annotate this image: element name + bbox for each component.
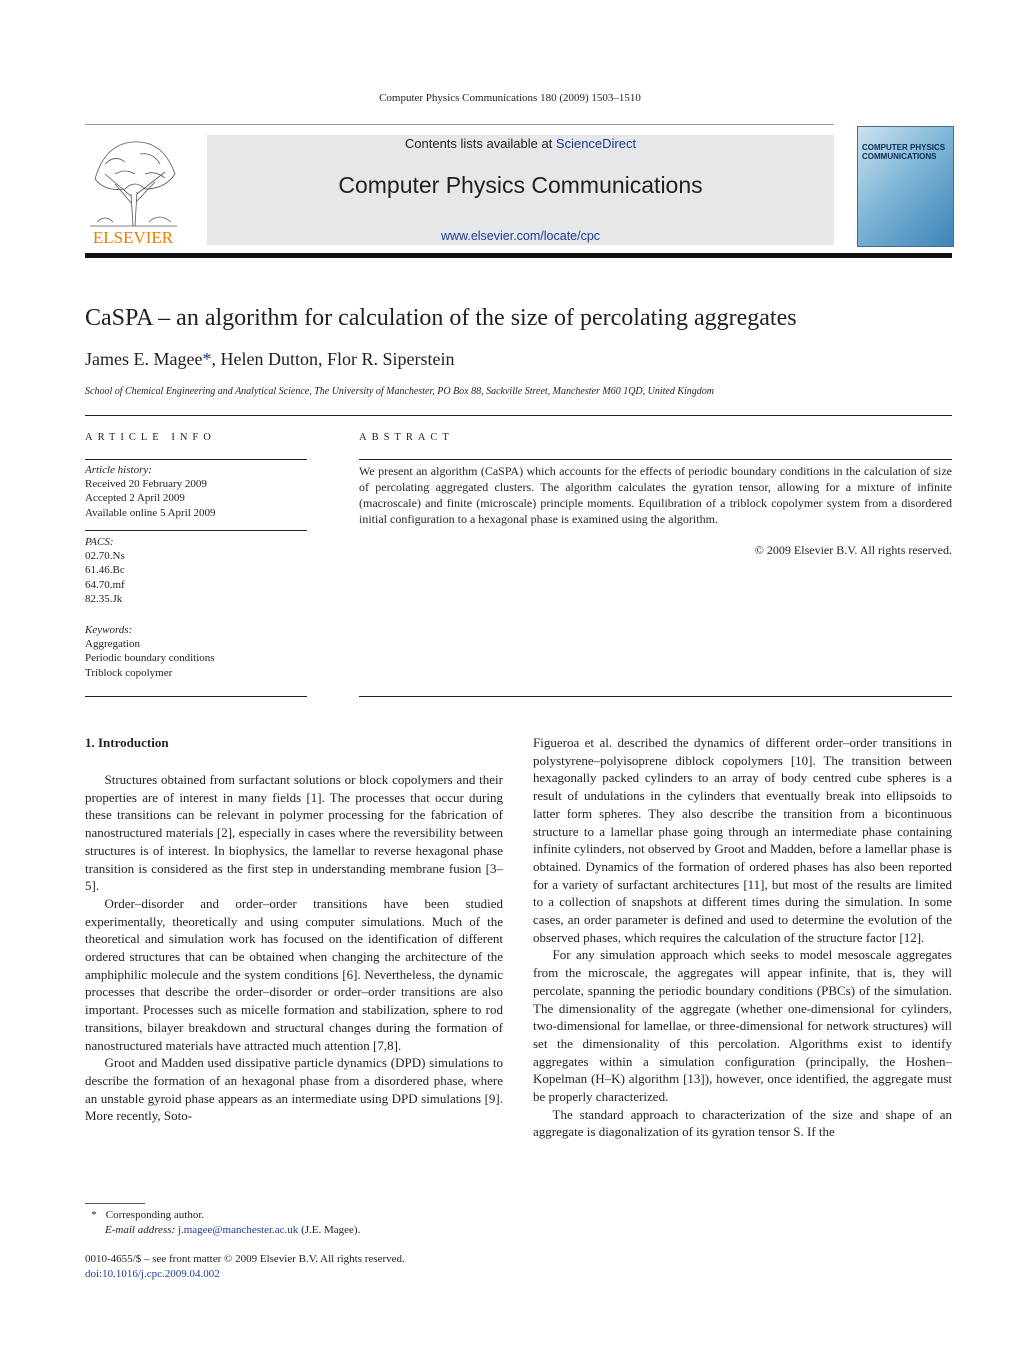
footnote-text: Corresponding author. xyxy=(105,1209,205,1221)
history-online: Available online 5 April 2009 xyxy=(85,506,216,519)
footnote xyxy=(85,1208,505,1238)
footnote-corresponding xyxy=(85,1208,505,1223)
doi-link[interactable]: doi:10.1016/j.cpc.2009.04.002 xyxy=(85,1268,220,1280)
article-info-rule-3 xyxy=(85,696,307,697)
sciencedirect-link[interactable]: ScienceDirect xyxy=(555,136,637,151)
article-history xyxy=(85,463,307,520)
body-paragraph: For any simulation approach which seeks to model mesoscale aggregates from the microscale, the aggregates will appear infinite, that is, they will percolate, spanning the periodic boundary conditions (PBCs) of the simulation. The dimensionality of the aggregate (whether one-dimensional for cylinders, two-dimensional for lamellae, or three-dimensional for network structures) will set the dimensionality of this percolation. Algorithms exist to identify aggregates within a simulation configuration (principally, the Hoshen–Kopelman (H–K) algorithm [13]), however, once identified, the aggregate must be properly characterized. xyxy=(533,947,952,1105)
article-info-rule-1 xyxy=(85,459,307,460)
body-paragraph: Groot and Madden used dissipative particle dynamics (DPD) simulations to describe the formation of an hexagonal phase from a disordered phase, where an unstable gyroid phase appears as an intermediate using DPD simulations [9]. More recently, Soto- xyxy=(85,1055,503,1124)
left-column xyxy=(85,771,503,1125)
author-separator: , xyxy=(211,349,221,369)
keyword: Aggregation xyxy=(85,638,140,651)
author-list xyxy=(85,349,454,370)
email-suffix: (J.E. Magee). xyxy=(301,1224,361,1236)
abstract-rule-bottom xyxy=(359,696,952,697)
abstract-text: We present an algorithm (CaSPA) which accounts for the effects of periodic boundary conditions in the calculation of size of percolating aggregated clusters. The algorithm calculates the gyration tensor, allowing for a mixture of infinite (macroscale) and finite (microscale) principle moments. Equilibration of a triblock copolymer system from a disordered initial configuration to a hexagonal phase is examined using the algorithm. xyxy=(359,464,952,526)
front-matter xyxy=(85,1252,515,1282)
body-paragraph: Figueroa et al. described the dynamics of different order–order transitions in polystyrene–polyisoprene diblock copolymers [10]. The transition between hexagonally packed cylinders to an array of body centred cube spheres is a result of undulations in the cylinders that eventually break into ellipsoids to latter form spheres. They also describe the transition from a bicontinuous structure to a lamellar phase going through an intermediate phase containing infinite cylinders, not observed by Groot and Madden, before a lamellar phase is obtained. Dynamics of the formation of ordered phases has also been reported for a variety of surfactant architectures [11], but most of the results are limited to a collection of snapshots at different times during the simulation. In some cases, an order parameter is defined and used to determine the evolution of the observed phases, which requires the calculation of the structure factor [12]. xyxy=(533,735,952,945)
issn-line: 0010-4655/$ – see front matter © 2009 Elsevier B.V. All rights reserved. xyxy=(85,1253,405,1265)
pacs-label: PACS: xyxy=(85,536,114,548)
history-received: Received 20 February 2009 xyxy=(85,478,207,491)
pacs-code: 82.35.Jk xyxy=(85,592,123,605)
right-column xyxy=(533,734,952,1141)
elsevier-tree-icon xyxy=(85,134,182,246)
article-info-rule-2 xyxy=(85,530,307,531)
author-first: James E. Magee xyxy=(85,349,203,369)
article-info-heading: ARTICLE INFO xyxy=(85,432,216,443)
running-head: Computer Physics Communications 180 (2009) 1503–1510 xyxy=(379,92,641,104)
section-heading: 1. Introduction xyxy=(85,735,169,750)
body-paragraph: Order–disorder and order–order transitions have been studied experimentally, theoretically and using computer simulations. Much of the theoretical and simulation work has focused on the identification of different ordered structures that can be obtained when changing the architecture of the amphiphilic molecule and the system conditions [6]. Nevertheless, the dynamic processes that describe the order–disorder or order–order transitions are also important. Processes such as micelle formation and stabilization, sphere to rod transitions, bilayer breakdown and structural changes during the formation of nanostructured materials have attracted much attention [7,8]. xyxy=(85,895,503,1053)
keyword: Triblock copolymer xyxy=(85,666,173,679)
contents-line xyxy=(207,136,834,151)
pacs-block xyxy=(85,535,307,606)
keywords-block xyxy=(85,623,307,680)
corresponding-author-marker[interactable]: * xyxy=(202,349,212,369)
body-paragraph: Structures obtained from surfactant solutions or block copolymers and their properties are of interest in many fields [1]. The processes that occur during these transitions can be relevant in polymer processing for the fabrication of nanostructured materials [2], especially in cases where the reversibility between structures is of interest. In biophysics, the lamellar to reverse hexagonal phase transition is considered as the first step in understanding membrane fusion [3–5]. xyxy=(85,772,503,894)
title-rule xyxy=(85,415,952,416)
history-accepted: Accepted 2 April 2009 xyxy=(85,492,185,505)
masthead-top-rule xyxy=(85,124,834,125)
history-label: Article history: xyxy=(85,464,152,476)
elsevier-logo xyxy=(85,134,182,246)
journal-url[interactable]: www.elsevier.com/locate/cpc xyxy=(440,229,601,243)
contents-prefix: Contents lists available at xyxy=(404,136,556,151)
pacs-code: 64.70.mf xyxy=(85,578,125,591)
email-label: E-mail address: xyxy=(105,1224,176,1236)
cover-title: COMPUTER PHYSICS COMMUNICATIONS xyxy=(862,143,946,161)
email-link[interactable]: j.magee@manchester.ac.uk xyxy=(177,1224,299,1236)
publisher-wordmark: ELSEVIER xyxy=(92,228,174,246)
abstract-rule-top xyxy=(359,459,952,460)
abstract-heading: ABSTRACT xyxy=(359,432,454,443)
keywords-label: Keywords: xyxy=(85,624,133,636)
journal-title: Computer Physics Communications xyxy=(338,172,703,198)
affiliation: School of Chemical Engineering and Analytical Science, The University of Manchester, PO Box 88, Sackville Street, Manchester M60 1QD, United Kingdom xyxy=(85,386,715,397)
pacs-code: 02.70.Ns xyxy=(85,550,125,563)
footnote-email xyxy=(85,1223,505,1238)
abstract-copyright: © 2009 Elsevier B.V. All rights reserved. xyxy=(754,543,952,557)
pacs-code: 61.46.Bc xyxy=(85,564,125,577)
footnote-marker: * xyxy=(91,1209,97,1221)
footnote-rule xyxy=(85,1203,145,1204)
body-paragraph: The standard approach to characterization of the size and shape of an aggregate is diagonalization of its gyration tensor S. If the xyxy=(533,1106,952,1140)
keyword: Periodic boundary conditions xyxy=(85,652,215,665)
journal-cover xyxy=(857,126,954,247)
masthead-bottom-rule xyxy=(85,253,952,258)
paper-title: CaSPA – an algorithm for calculation of the size of percolating aggregates xyxy=(85,305,797,331)
author-rest: Helen Dutton, Flor R. Siperstein xyxy=(220,349,455,369)
